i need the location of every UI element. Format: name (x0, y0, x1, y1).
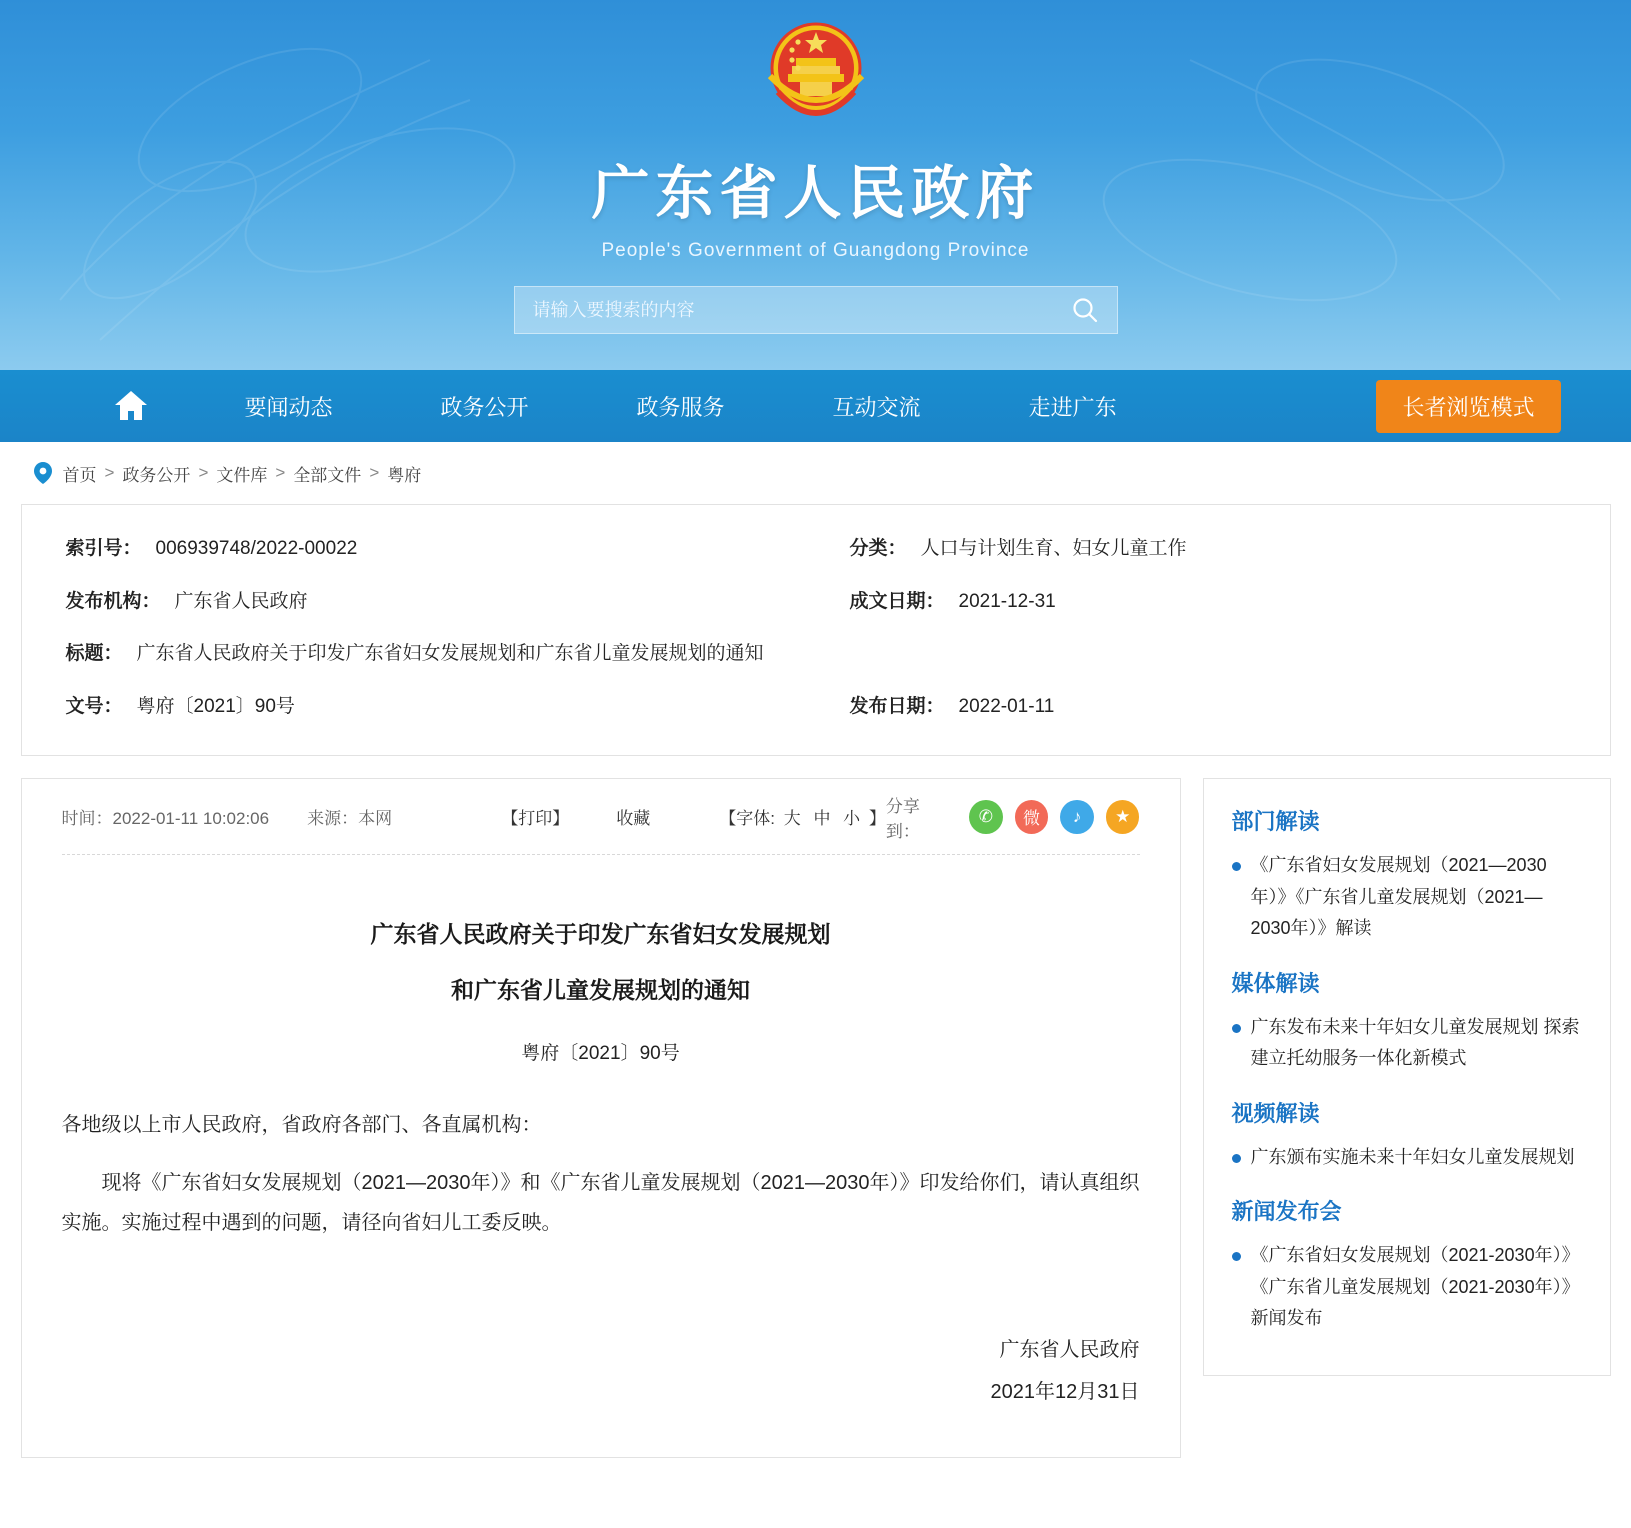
wechat-share-icon[interactable]: ✆ (969, 800, 1003, 834)
metadata-row (66, 535, 1566, 564)
favorite-button[interactable]: 收藏 (616, 809, 651, 828)
star-share-icon[interactable]: ★ (1106, 800, 1140, 834)
nav-item-hudongjiaoliu[interactable]: 互动交流 (832, 394, 921, 420)
breadcrumb-item-wenjianku[interactable]: 文件库 (216, 465, 268, 485)
sidebar-heading-media: 媒体解读 (1231, 970, 1320, 996)
document-metadata-card (21, 504, 1611, 756)
metadata-written-date-value: 2021-12-31 (958, 590, 1056, 612)
metadata-row (66, 693, 1566, 722)
metadata-publish-date-value: 2022-01-11 (958, 695, 1055, 717)
breadcrumb-item-quanbuwenjian[interactable]: 全部文件 (293, 465, 362, 485)
bell-share-icon[interactable]: ♪ (1060, 800, 1094, 834)
home-icon[interactable] (71, 389, 191, 423)
breadcrumb-separator: > (275, 463, 286, 482)
sidebar-item-label: 《广东省妇女发展规划（2021—2030年）》《广东省儿童发展规划（2021—2030年）》解读 (1250, 855, 1547, 938)
font-size-label: 【字体: (719, 809, 775, 828)
sidebar-heading-press: 新闻发布会 (1231, 1199, 1342, 1224)
font-size-large[interactable]: 大 (783, 809, 801, 828)
nav-item-zhengwugongkai[interactable]: 政务公开 (440, 394, 529, 420)
font-size-control (719, 804, 886, 829)
breadcrumb-separator: > (104, 463, 115, 482)
metadata-written-date (826, 588, 1566, 617)
article-time: 时间：2022-01-11 10:02:06 (61, 809, 270, 828)
metadata-publish-date (826, 693, 1566, 722)
article-panel (21, 778, 1181, 1458)
metadata-written-date-label: 成文日期： (849, 590, 945, 612)
article-signature-date: 2021年12月31日 (990, 1381, 1140, 1404)
share-label: 分享到： (885, 796, 920, 841)
sidebar-heading-departmental: 部门解读 (1231, 809, 1320, 834)
metadata-index-value: 006939748/2022-00022 (155, 538, 358, 559)
metadata-title-label: 标题： (65, 643, 123, 664)
breadcrumb-item-yuefu[interactable]: 粤府 (387, 465, 422, 485)
sidebar-item-press-1[interactable] (1232, 1240, 1582, 1335)
sidebar-item-label: 广东颁布实施未来十年妇女儿童发展规划 (1250, 1146, 1575, 1167)
main-navigation (0, 370, 1631, 442)
metadata-category-label: 分类： (849, 538, 907, 559)
metadata-issuer-label: 发布机构： (65, 590, 161, 612)
search-bar[interactable] (514, 286, 1118, 334)
article-doc-number: 粤府〔2021〕90号 (521, 1043, 680, 1065)
metadata-row (66, 588, 1566, 617)
share-group (886, 792, 1140, 842)
nav-item-zoujinguangdong[interactable]: 走进广东 (1028, 394, 1117, 420)
elder-browse-mode-button[interactable]: 长者浏览模式 (1376, 380, 1560, 433)
article-salutation: 各地级以上市人民政府，省政府各部门、各直属机构： (61, 1114, 542, 1137)
metadata-docnum-value: 粤府〔2021〕90号 (136, 695, 295, 717)
metadata-index (66, 535, 826, 564)
metadata-docnum-label: 文号： (65, 695, 123, 717)
article-paragraph-1: 现将《广东省妇女发展规划（2021—2030年）》和《广东省儿童发展规划（2021—2030年）》印发给你们，请认真组织实施。实施过程中遇到的问题，请径向省妇儿工委反映。 (61, 1172, 1140, 1235)
nav-item-zhengwufuwu[interactable]: 政务服务 (636, 394, 725, 420)
metadata-publish-date-label: 发布日期： (849, 695, 945, 717)
metadata-issuer (66, 588, 826, 617)
metadata-row (66, 640, 1566, 669)
print-button[interactable]: 【打印】 (501, 809, 570, 828)
location-pin-icon (33, 461, 53, 485)
breadcrumb-item-home[interactable]: 首页 (62, 465, 97, 485)
content-area (21, 778, 1611, 1458)
search-input[interactable] (515, 287, 1053, 333)
metadata-index-label: 索引号： (65, 538, 142, 559)
sidebar-item-departmental-1[interactable] (1232, 850, 1582, 945)
bullet-icon (1232, 1252, 1241, 1261)
sidebar-item-video-1[interactable] (1232, 1142, 1582, 1174)
site-title: 广东省人民政府 (591, 161, 1040, 226)
sidebar-heading-video: 视频解读 (1231, 1100, 1320, 1126)
metadata-docnum (66, 693, 826, 722)
bullet-icon (1232, 1024, 1241, 1033)
font-size-medium[interactable]: 中 (813, 809, 831, 828)
font-size-close: 】 (868, 809, 886, 828)
metadata-title-value: 广东省人民政府关于印发广东省妇女发展规划和广东省儿童发展规划的通知 (136, 643, 764, 664)
sidebar-item-label: 《广东省妇女发展规划（2021-2030年）》《广东省儿童发展规划（2021-2030年）》新闻发布 (1250, 1245, 1580, 1328)
metadata-title (66, 640, 1566, 669)
site-banner (0, 0, 1631, 370)
bullet-icon (1232, 1154, 1241, 1163)
nav-item-yaowendongtai[interactable]: 要闻动态 (244, 394, 333, 420)
metadata-category-value: 人口与计划生育、妇女儿童工作 (920, 538, 1187, 559)
breadcrumb-item-zhengwugongkai[interactable]: 政务公开 (122, 465, 191, 485)
national-emblem-icon (756, 16, 876, 136)
sidebar-panel (1203, 778, 1611, 1376)
font-size-small[interactable]: 小 (843, 809, 861, 828)
article-toolbar (62, 779, 1140, 855)
bullet-icon (1232, 862, 1241, 871)
sidebar-item-label: 广东发布未来十年妇女儿童发展规划 探索建立托幼服务一体化新模式 (1250, 1016, 1580, 1068)
article-signature-org: 广东省人民政府 (999, 1339, 1140, 1362)
metadata-issuer-value: 广东省人民政府 (174, 590, 308, 612)
article-signature (62, 1329, 1140, 1413)
search-icon[interactable] (1053, 287, 1117, 333)
weibo-share-icon[interactable]: 微 (1015, 800, 1049, 834)
article-title-line-2: 和广东省儿童发展规划的通知 (451, 976, 750, 1003)
breadcrumb-separator: > (198, 463, 209, 482)
sidebar-item-media-1[interactable] (1232, 1012, 1582, 1075)
metadata-category (826, 535, 1566, 564)
site-subtitle: People's Government of Guangdong Province (601, 240, 1030, 261)
breadcrumb (21, 442, 1611, 504)
breadcrumb-separator: > (369, 463, 380, 482)
article-title-line-1: 广东省人民政府关于印发广东省妇女发展规划 (370, 921, 831, 947)
article-source: 来源：本网 (307, 809, 393, 828)
